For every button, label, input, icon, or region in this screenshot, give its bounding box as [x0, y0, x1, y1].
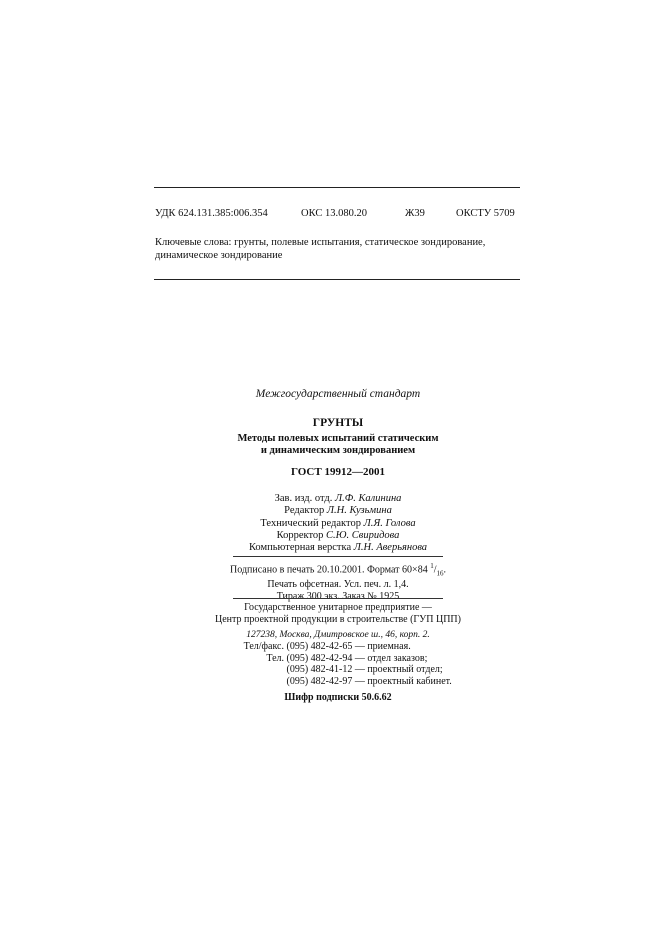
keywords-line-1: Ключевые слова: грунты, полевые испытания, статическое зондирование,: [155, 237, 486, 248]
credit-role: Компьютерная верстка: [248, 542, 352, 554]
contact-desc: приемная.: [367, 641, 411, 652]
publisher: [200, 602, 476, 641]
contact-row: [236, 676, 452, 688]
contact-row: [236, 664, 452, 676]
contacts: [236, 641, 452, 687]
format-numerator: 1: [430, 562, 434, 570]
subtitle-line-2: и динамическим зондированием: [260, 445, 416, 456]
contact-label: Тел.: [266, 652, 284, 664]
credit-line: [200, 493, 476, 505]
document-title: ГРУНТЫ: [312, 417, 364, 429]
bottom-rule: [154, 279, 520, 280]
contact-phone: (095) 482-42-94: [286, 652, 353, 664]
contact-row: [236, 641, 452, 653]
credit-line: [200, 518, 476, 530]
okstu-code: ОКСТУ 5709: [456, 208, 515, 219]
print-info-rule-bottom: [233, 598, 443, 599]
print-info-end: .: [443, 564, 446, 576]
credit-name: С.Ю. Свиридова: [326, 529, 400, 541]
contact-desc: проектный отдел;: [367, 664, 443, 675]
credits: [200, 493, 476, 554]
format-denominator: 16: [436, 569, 444, 578]
print-info-text: Подписано в печать 20.10.2001. Формат 60×84: [230, 564, 431, 576]
contact-phone: (095) 482-42-65: [286, 641, 353, 652]
contact-dash: —: [354, 664, 365, 675]
credit-name: Л.Я. Голова: [363, 517, 416, 529]
print-info-line-1: Подписано в печать 20.10.2001. Формат 60×84 $^1/_{16}$.: [230, 562, 446, 578]
contact-phone: (095) 482-41-12: [286, 664, 353, 675]
contact-dash: —: [354, 641, 365, 652]
top-rule: [154, 187, 520, 188]
contact-phone: (095) 482-42-97: [286, 675, 353, 687]
publisher-line-1: Государственное унитарное предприятие —: [244, 602, 432, 613]
credit-line: [200, 505, 476, 517]
keywords-line-2: динамическое зондирование: [155, 250, 283, 261]
contact-desc: отдел заказов;: [367, 652, 428, 664]
credit-role: Редактор: [284, 505, 325, 517]
oks-code: ОКС 13.080.20: [301, 208, 367, 219]
gost-number: ГОСТ 19912—2001: [291, 466, 385, 478]
udk-code: УДК 624.131.385:006.354: [155, 208, 268, 219]
print-info: [200, 560, 476, 603]
subtitle-line-1: Методы полевых испытаний статическим: [237, 433, 439, 444]
contact-desc: проектный кабинет.: [367, 675, 452, 687]
print-info-line-3: Тираж 300 экз. Заказ № 1925: [276, 591, 400, 603]
credit-role: Корректор: [276, 529, 324, 541]
credit-name: Л.Н. Кузьмина: [326, 505, 392, 517]
zh-code: Ж39: [405, 208, 425, 219]
credit-line: [200, 530, 476, 542]
print-info-line-2: Печать офсетная. Усл. печ. л. 1,4.: [267, 579, 409, 591]
contact-dash: —: [354, 675, 365, 687]
print-info-rule-top: [233, 556, 443, 557]
publisher-address: 127238, Москва, Дмитровское ш., 46, корп. 2.: [246, 630, 430, 640]
credit-name: Л.Н. Аверьянова: [353, 542, 428, 554]
subscription-code: Шифр подписки 50.6.62: [284, 692, 392, 703]
credit-line: [200, 542, 476, 554]
credit-role: Технический редактор: [260, 517, 361, 529]
contact-row: [236, 653, 452, 665]
credit-role: Зав. изд. отд.: [274, 493, 333, 504]
standard-type: Межгосударственный стандарт: [255, 388, 421, 400]
contact-label: Тел/факс.: [243, 641, 284, 652]
credit-name: Л.Ф. Калинина: [335, 493, 402, 504]
publisher-line-2: Центр проектной продукции в строительстве (ГУП ЦПП): [215, 614, 461, 625]
contact-dash: —: [354, 652, 365, 664]
